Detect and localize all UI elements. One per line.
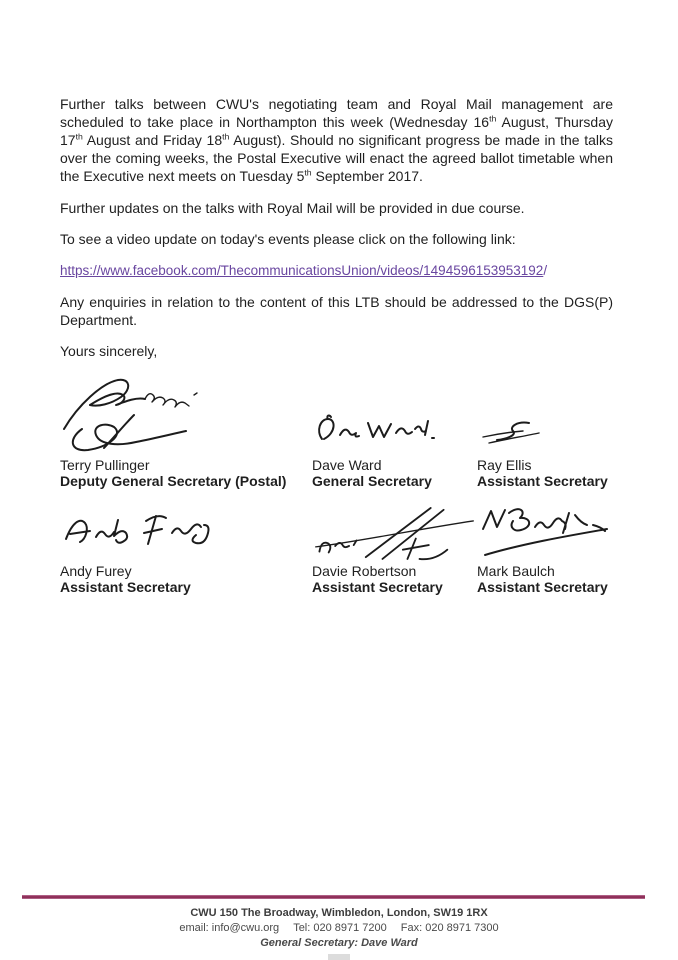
signatory-ray-ellis <box>477 373 613 489</box>
footer-tel: Tel: 020 8971 7200 <box>293 922 387 934</box>
terry-pullinger-signature-icon <box>60 373 250 457</box>
signatory-mark-baulch <box>477 503 613 595</box>
signatory-title: Assistant Secretary <box>312 579 443 595</box>
signatory-dave-ward <box>312 373 477 489</box>
footer-address: CWU 150 The Broadway, Wimbledon, London, SW19 1RX <box>190 907 488 919</box>
signatory-name: Mark Baulch <box>477 563 555 579</box>
paragraph-enquiries: Any enquiries in relation to the content of this LTB should be addressed to the DGS(P) Department. <box>60 294 613 328</box>
facebook-video-link-text: https://www.facebook.com/ThecommunicationsUnion/videos/1494596153953192 <box>60 263 544 278</box>
paragraph-talks-schedule: Further talks between CWU's negotiating team and Royal Mail management are scheduled to take place in Northampton this week (Wednesday 16th August, Thursday 17th August and Friday 18th August). Should no significant progress be made in the talks over the coming weeks, the Postal Executive will enact the agreed ballot timetable when the Executive next meets on Tuesday 5th September 2017. <box>60 96 614 184</box>
facebook-video-link-slash: / <box>543 263 548 278</box>
footer-email: email: info@cwu.org <box>179 922 280 934</box>
signatory-name: Davie Robertson <box>312 563 417 579</box>
signatory-terry-pullinger <box>60 373 312 489</box>
signatory-name: Dave Ward <box>312 457 382 473</box>
andy-furey-signature-icon <box>60 507 235 559</box>
footer-fax: Fax: 020 8971 7300 <box>400 922 499 934</box>
signature-row-1 <box>60 373 613 489</box>
signatory-title: Assistant Secretary <box>477 473 608 489</box>
paragraph-video-intro: To see a video update on today's events please click on the following link: <box>60 231 516 247</box>
mark-baulch-signature-icon <box>477 505 612 561</box>
video-link-line <box>60 261 613 280</box>
letterhead-footer <box>0 895 678 960</box>
signatory-title: Deputy General Secretary (Postal) <box>60 473 287 489</box>
signatory-title: Assistant Secretary <box>477 579 608 595</box>
signatory-name: Terry Pullinger <box>60 457 150 473</box>
signatory-name: Andy Furey <box>60 563 132 579</box>
signature-row-2 <box>60 503 613 595</box>
footer-general-secretary: General Secretary: Dave Ward <box>260 937 418 949</box>
footer-contact <box>0 921 678 936</box>
ray-ellis-signature-icon <box>477 419 543 445</box>
paragraph-further-updates: Further updates on the talks with Royal Mail will be provided in due course. <box>60 200 525 216</box>
signatory-title: Assistant Secretary <box>60 579 191 595</box>
page-bottom-notch <box>328 954 350 960</box>
davie-robertson-signature-icon <box>312 503 477 563</box>
closing-salutation: Yours sincerely, <box>60 343 158 359</box>
facebook-video-link[interactable] <box>60 263 547 278</box>
dave-ward-signature-icon <box>312 411 437 449</box>
signatory-title: General Secretary <box>312 473 432 489</box>
signatory-andy-furey <box>60 503 312 595</box>
signatory-name: Ray Ellis <box>477 457 532 473</box>
signatory-davie-robertson <box>312 503 477 595</box>
